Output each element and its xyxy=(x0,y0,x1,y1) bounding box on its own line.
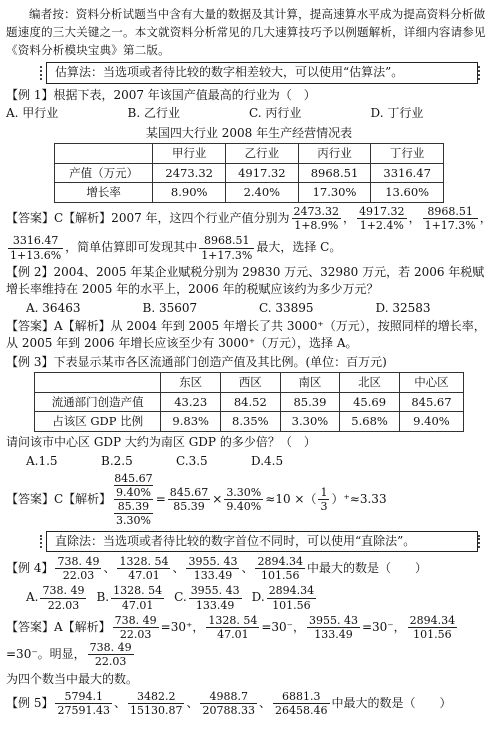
table-cell: 5.68% xyxy=(340,412,400,432)
table-header: 西区 xyxy=(221,373,281,393)
fraction: $\frac{3.30\%}{9.40\%}$ xyxy=(226,486,262,514)
example-1-answer: 【答案】C【解析】2007 年，这四个行业产值分别为 $\frac{2473.32}{1+8.9\%}$ ， $\frac{4917.32}{1+2.4\%}$ ， $\frac{8968.51}{1+17.3\%}$ ， xyxy=(6,205,492,233)
answer-text: 【答案】C【解析】2007 年，这四个行业产值分别为 xyxy=(6,211,290,225)
table-cell: 845.67 xyxy=(399,392,463,412)
estimation-method-banner: 估算法：当选项或者待比较的数字相差较大，可以使用“估算法”。 xyxy=(46,62,478,83)
table-cell: 45.69 xyxy=(340,392,400,412)
answer-text: 最大，选择 C。 xyxy=(256,240,342,255)
table-cell: 3316.47 xyxy=(371,163,444,183)
fraction: $\frac{1}{3}$ xyxy=(320,486,328,514)
option-b: B. 乙行业 xyxy=(127,106,180,121)
table-row xyxy=(35,392,464,412)
answer-text: ≈10 ×（ xyxy=(265,492,317,507)
option-c: C.3.5 xyxy=(176,453,208,468)
direct-division-banner: 直除法：当选项或者待比较的数字首位不同时，可以使用“直除法”。 xyxy=(46,531,478,552)
fraction: $\frac{738. 49}{22.03}$ xyxy=(42,584,85,612)
answer-text: 【答案】A【解析】 xyxy=(6,619,111,634)
option-d: D. 丁行业 xyxy=(370,106,424,121)
answer-text: 【答案】C【解析】 xyxy=(6,492,112,507)
option-letter: B. xyxy=(96,590,110,605)
fraction: $\frac{738. 49}{22.03}$ xyxy=(57,555,100,583)
table-cell: 4917.32 xyxy=(226,163,299,183)
fraction: $\frac{1328. 54}{47.01}$ xyxy=(113,584,163,612)
table-1-title: 某国四大行业 2008 年生产经营情况表 xyxy=(145,125,353,140)
option-letter: A. xyxy=(26,590,39,605)
fraction: $\frac{2894.34}{101.56}$ xyxy=(268,584,315,612)
table-header: 丙行业 xyxy=(298,144,371,164)
table-cell: 流通部门创造产值 xyxy=(35,392,161,412)
example-label: 【例 5】 xyxy=(6,695,54,710)
example-1-question: 【例 1】根据下表，2007 年该国产值最高的行业为（ ） xyxy=(6,87,316,102)
fraction: $\frac{6881.3}{26458.46}$ xyxy=(275,689,328,718)
example-4-question: 【例 4】 $\frac{738. 49}{22.03}$ 、 $\frac{1328. 54}{47.01}$ 、 $\frac{3955. 43}{133.49}$ 、 $\frac{2894.34}{101.56}$ 中最大的数是（ ） xyxy=(6,555,427,583)
table-row xyxy=(35,412,464,432)
fraction: $\frac{2894.34}{101.56}$ xyxy=(257,555,303,583)
fraction: $\frac{3955. 43}{133.49}$ xyxy=(188,555,238,583)
table-cell: 增长率 xyxy=(55,183,153,203)
option-c: C. 33895 xyxy=(259,300,314,315)
fraction: $\frac{2894.34}{101.56}$ xyxy=(409,613,456,641)
example-1-answer-cont xyxy=(6,234,492,261)
example-2-options xyxy=(6,300,492,317)
example-3-question-2: 请问该市中心区 GDP 大约为南区 GDP 的多少倍？（ ） xyxy=(6,435,316,450)
fraction: $\frac{738. 49}{22.03}$ xyxy=(89,641,132,669)
fraction: $\frac{1328. 54}{47.01}$ xyxy=(119,555,169,583)
table-cell: 43.23 xyxy=(161,392,221,412)
option-a: A.1.5 xyxy=(26,453,58,468)
fraction: $\frac{8968.51}{1+17.3\%}$ xyxy=(201,234,253,262)
fraction: $\frac{3316.47}{1+13.6\%}$ xyxy=(10,234,62,262)
table-cell: 2.40% xyxy=(226,183,299,203)
question-text: 中最大的数是（ ） xyxy=(331,695,452,710)
table-header: 甲行业 xyxy=(153,144,226,164)
option-letter: C. xyxy=(174,590,187,605)
example-3-answer xyxy=(6,472,492,528)
option-d: D.4.5 xyxy=(251,453,284,468)
option-a: A. 36463 xyxy=(26,300,81,315)
fraction: $\frac{3955. 43}{133.49}$ xyxy=(190,584,240,612)
table-cell: 8.35% xyxy=(221,412,281,432)
compound-fraction: 845.67 9.40% 85.39 3.30% xyxy=(114,471,153,528)
example-2-question: 【例 2】2004、2005 年某企业赋税分别为 29830 万元、32980 万元，若 2006 年税赋增长率维持在 2005 年的水平上，2006 年的税赋应该约为多少万元？ xyxy=(6,264,485,297)
table-header: 乙行业 xyxy=(226,144,299,164)
example-4-options xyxy=(6,584,492,611)
fraction: $\frac{1328. 54}{47.01}$ xyxy=(208,613,258,641)
example-5-question: 【例 5】 $\frac{5794.1}{27591.43}$ 、 $\frac{3482.2}{15130.87}$ 、 $\frac{4988.7}{20788.33}$ 、 $\frac{6881.3}{26458.46}$ 中最大的数是（ ） xyxy=(6,689,452,718)
editor-note: 编者按：资料分析试题当中含有大量的数据及其计算，提高速算水平成为提高资料分析做题速度的三大关键之一。本文就资料分析常见的几大速算技巧予以例题解析，详细内容请参见《资料分析模块宝典》第二版。 xyxy=(6,7,486,57)
table-cell: 84.52 xyxy=(221,392,281,412)
times-sign: × xyxy=(212,492,223,507)
answer-text: ，简单估算即可发现其中 xyxy=(65,240,198,255)
table-header xyxy=(55,144,153,164)
table-header: 丁行业 xyxy=(371,144,444,164)
example-label: 【例 4】 xyxy=(6,561,54,576)
example-4-conclusion: 为四个数当中最大的数。 xyxy=(6,671,139,686)
option-b: B. 35607 xyxy=(142,300,198,315)
industry-table xyxy=(54,143,444,203)
table-cell: 8.90% xyxy=(153,183,226,203)
district-table xyxy=(34,372,464,432)
table-header: 中心区 xyxy=(399,373,463,393)
table-cell: 9.40% xyxy=(399,412,463,432)
fraction: $\frac{2473.32}{1+8.9\%}$ xyxy=(293,205,340,233)
question-text: 中最大的数是（ ） xyxy=(306,561,427,576)
answer-text: ）⁺≈3.33 xyxy=(331,492,387,507)
table-cell: 占该区 GDP 比例 xyxy=(35,412,161,432)
fraction: $\frac{4917.32}{1+2.4\%}$ xyxy=(359,205,405,233)
table-cell: 3.30% xyxy=(280,412,340,432)
example-4-answer: 【答案】A【解析】 $\frac{738. 49}{22.03}$ =30⁺， $\frac{1328. 54}{47.01}$ =30⁻， $\frac{3955. 43}{133.49}$ =30⁻， $\frac{2894.34}{101.56}$ =30⁻。明显， $\frac{738. 49}{22.03}$ xyxy=(6,613,456,669)
example-1-options xyxy=(6,105,492,122)
fraction: $\frac{3955. 43}{133.49}$ xyxy=(309,613,358,641)
fraction: $\frac{738. 49}{22.03}$ xyxy=(114,613,157,641)
example-3-options xyxy=(6,453,326,470)
table-cell: 8968.51 xyxy=(298,163,371,183)
table-header: 北区 xyxy=(340,373,400,393)
table-cell: 85.39 xyxy=(280,392,340,412)
table-header: 南区 xyxy=(280,373,340,393)
option-letter: D. xyxy=(251,590,265,605)
example-3-question: 【例 3】下表显示某市各区流通部门创造产值及其比例。(单位：百万元) xyxy=(6,354,387,369)
table-cell: 9.83% xyxy=(161,412,221,432)
fraction: $\frac{5794.1}{27591.43}$ xyxy=(57,689,110,718)
option-a: A. 甲行业 xyxy=(6,106,59,121)
fraction: $\frac{845.67}{85.39}$ xyxy=(169,486,209,514)
fraction: $\frac{4988.7}{20788.33}$ xyxy=(202,689,255,718)
option-d: D. 32583 xyxy=(375,300,431,315)
fraction: $\frac{8968.51}{1+17.3\%}$ xyxy=(424,205,476,233)
fraction: $\frac{3482.2}{15130.87}$ xyxy=(129,689,183,718)
example-2-answer: 【答案】A【解析】从 2004 年到 2005 年增长了共 3000⁺（万元），按照同样的增长率，从 2005 年到 2006 年增长应该至少有 3000⁺（万元），选择 A。 xyxy=(6,318,486,351)
table-cell: 17.30% xyxy=(298,183,371,203)
option-b: B.2.5 xyxy=(101,453,133,468)
table-cell: 13.60% xyxy=(371,183,444,203)
table-cell: 2473.32 xyxy=(153,163,226,183)
equals-sign: = xyxy=(155,492,166,507)
table-row xyxy=(55,183,444,203)
table-row xyxy=(55,163,444,183)
option-c: C. 丙行业 xyxy=(249,106,302,121)
table-header: 东区 xyxy=(161,373,221,393)
table-cell: 产值（万元） xyxy=(55,163,153,183)
table-header xyxy=(35,373,161,393)
